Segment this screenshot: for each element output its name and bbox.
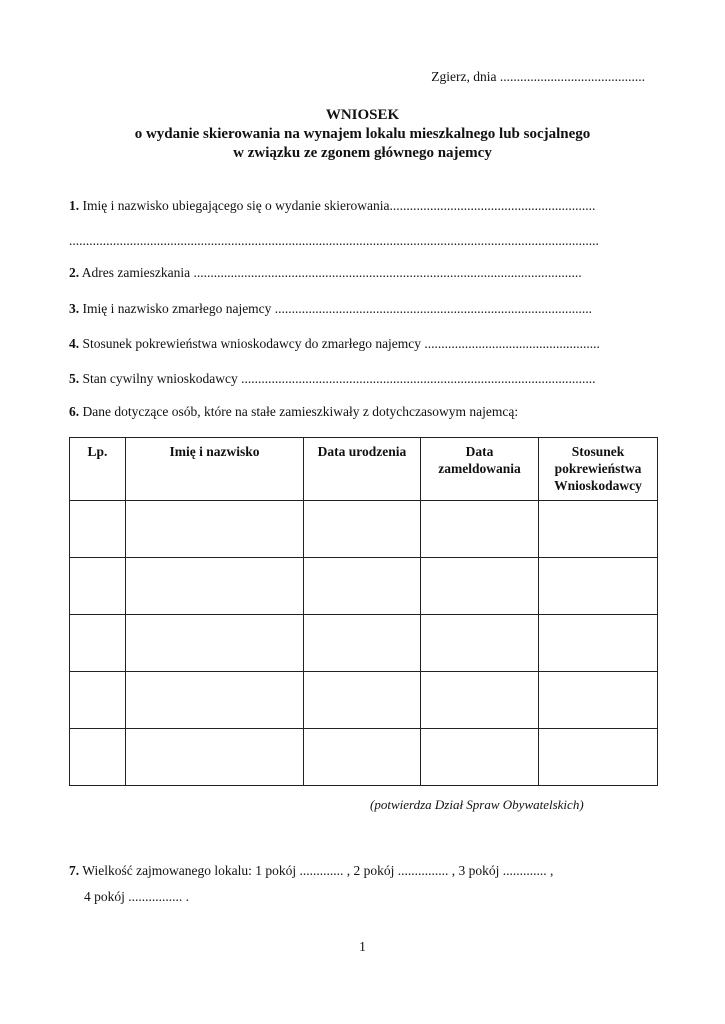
table-header-row	[70, 438, 658, 501]
table-cell[interactable]	[539, 729, 658, 786]
title-subtitle-1: o wydanie skierowania na wynajem lokalu mieszkalnego lub socjalnego	[134, 126, 591, 142]
field-number: 1.	[69, 198, 80, 213]
field-label: Imię i nazwisko zmarłego najemcy ..............................................................................................	[79, 301, 593, 316]
field-deceased-name	[69, 301, 644, 317]
column-header-number: Lp.	[70, 438, 126, 501]
field-applicant-name-continuation: .............................................................................................................................................................	[69, 233, 599, 248]
table-cell[interactable]	[539, 558, 658, 615]
table-cell[interactable]	[539, 672, 658, 729]
title-subtitle-2: w związku ze zgonem głównego najemcy	[233, 145, 492, 161]
table-cell[interactable]	[304, 729, 421, 786]
table-row	[70, 501, 658, 558]
field-cohabitants-intro	[69, 404, 644, 420]
table-cell[interactable]	[304, 501, 421, 558]
table-row	[70, 615, 658, 672]
table-cell[interactable]	[421, 672, 539, 729]
field-label: Imię i nazwisko ubiegającego się o wydanie skierowania.............................................................	[79, 198, 596, 213]
table-cell[interactable]	[421, 615, 539, 672]
table-cell[interactable]	[70, 558, 126, 615]
field-number: 3.	[69, 301, 80, 316]
table-cell[interactable]	[421, 501, 539, 558]
table-cell[interactable]	[304, 558, 421, 615]
cohabitants-table	[69, 437, 658, 786]
field-number: 5.	[69, 371, 80, 386]
document-title	[0, 106, 725, 163]
table-cell[interactable]	[539, 501, 658, 558]
table-cell[interactable]	[421, 558, 539, 615]
table-cell[interactable]	[70, 672, 126, 729]
field-marital-status	[69, 371, 644, 387]
table-cell[interactable]	[126, 501, 304, 558]
table-cell[interactable]	[304, 615, 421, 672]
field-label: Stosunek pokrewieństwa wnioskodawcy do zmarłego najemcy ....................................................	[79, 336, 600, 351]
table-cell[interactable]	[126, 615, 304, 672]
field-number: 7.	[69, 863, 80, 878]
table-cell[interactable]	[539, 615, 658, 672]
table-cell[interactable]	[304, 672, 421, 729]
field-number: 4.	[69, 336, 80, 351]
table-cell[interactable]	[70, 615, 126, 672]
field-relationship	[69, 336, 644, 352]
table-cell[interactable]	[70, 501, 126, 558]
table-row	[70, 672, 658, 729]
table-cell[interactable]	[126, 672, 304, 729]
field-apartment-size-continuation: 4 pokój ................ .	[84, 889, 190, 904]
title-main: WNIOSEK	[325, 107, 400, 123]
table-row	[70, 729, 658, 786]
column-header-name: Imię i nazwisko	[126, 438, 304, 501]
column-header-registration-date: Data zameldowania	[421, 438, 539, 501]
table-cell[interactable]	[421, 729, 539, 786]
field-number: 6.	[69, 404, 80, 419]
field-apartment-size	[69, 863, 553, 879]
place-date-line: Zgierz, dnia ...........................................	[431, 69, 645, 84]
table-row	[70, 558, 658, 615]
column-header-birth-date: Data urodzenia	[304, 438, 421, 501]
field-label: Adres zamieszkania ...................................................................................................................	[79, 265, 582, 280]
field-address	[69, 265, 644, 281]
field-number: 2.	[69, 265, 80, 280]
field-label: Dane dotyczące osób, które na stałe zamieszkiwały z dotychczasowym najemcą:	[79, 404, 519, 419]
confirmation-note: (potwierdza Dział Spraw Obywatelskich)	[370, 797, 584, 812]
table-cell[interactable]	[126, 729, 304, 786]
field-label: Stan cywilny wnioskodawcy .........................................................................................................	[79, 371, 596, 386]
table-cell[interactable]	[70, 729, 126, 786]
column-header-relationship: Stosunek pokrewieństwa Wnioskodawcy	[539, 438, 658, 501]
table-cell[interactable]	[126, 558, 304, 615]
page-number: 1	[359, 939, 366, 954]
field-label: Wielkość zajmowanego lokalu: 1 pokój ............. , 2 pokój ............... , 3 pokój ............. ,	[79, 863, 554, 878]
field-applicant-name	[69, 198, 644, 214]
